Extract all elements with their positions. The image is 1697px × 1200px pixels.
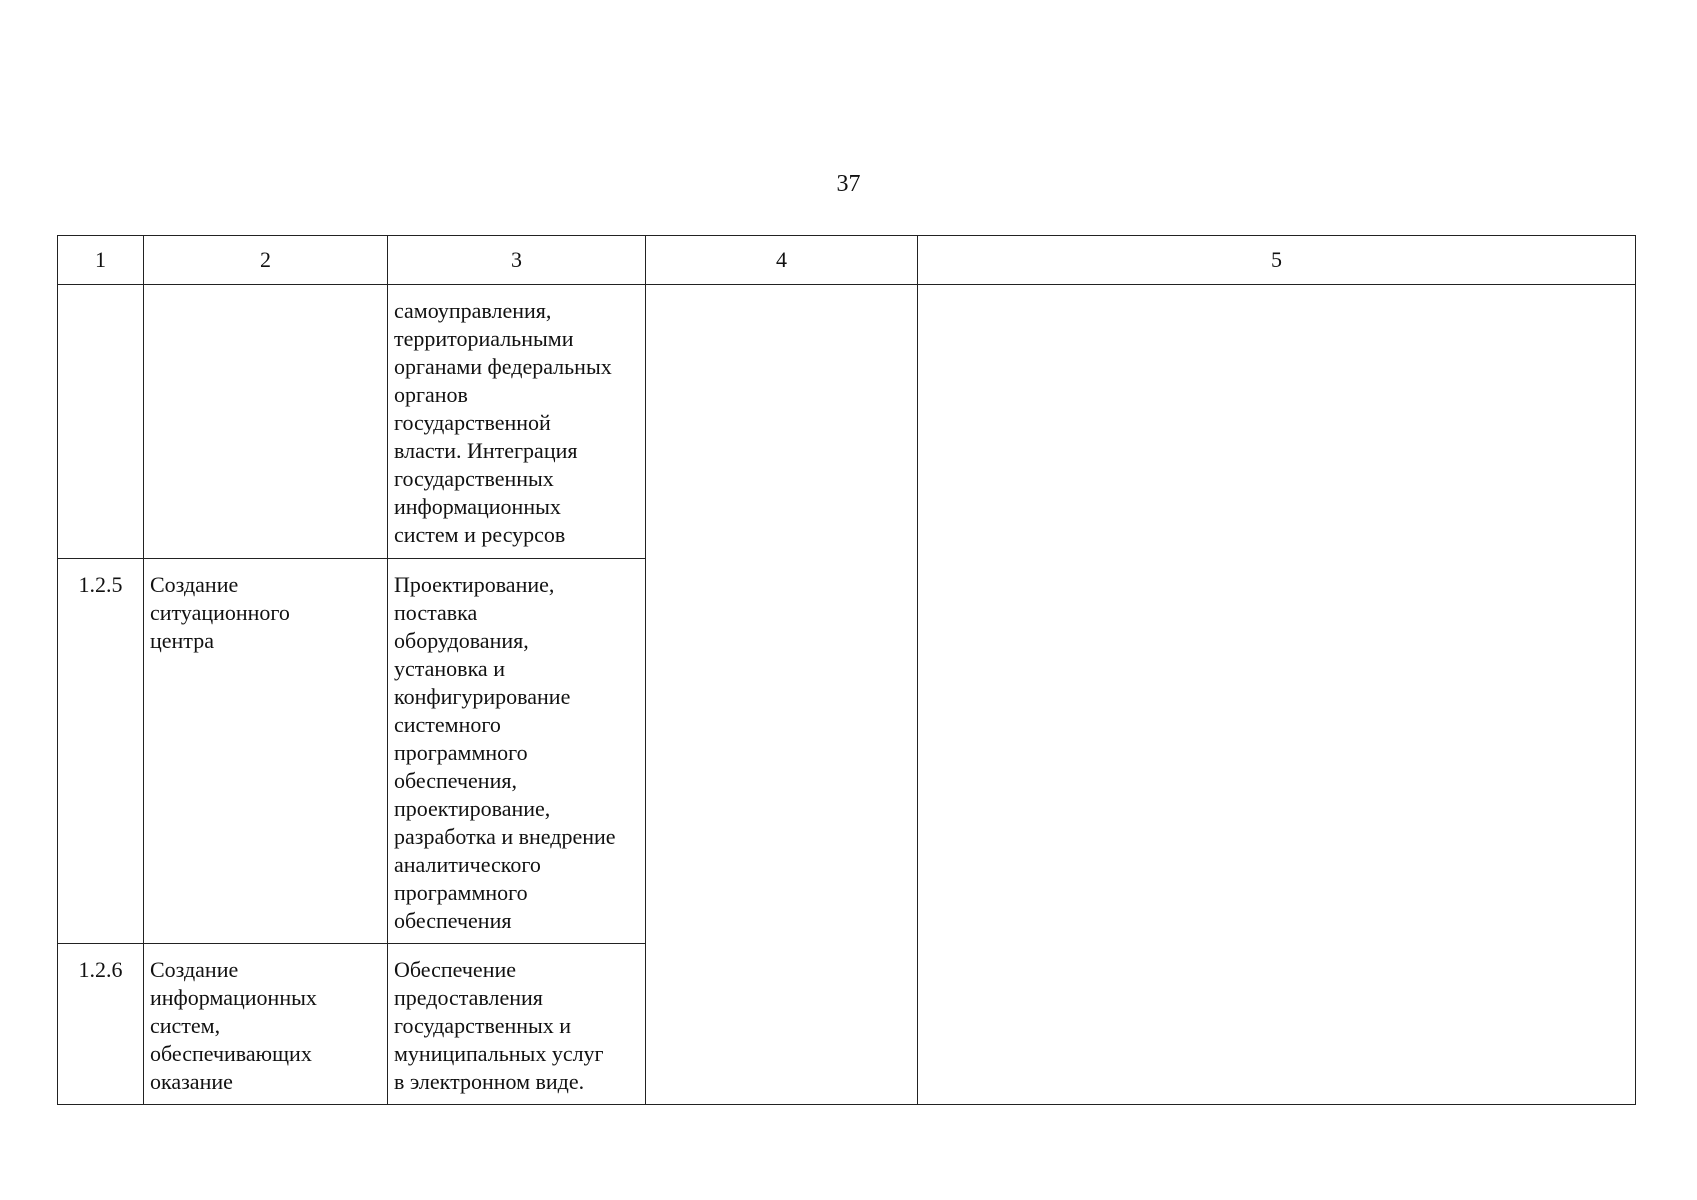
row-number-cell [58, 944, 144, 1105]
row-description: самоуправления, территориальными органами федеральных органов государственной власти. Интеграция государственных информационных систем и ресурсов [394, 298, 612, 547]
row-name-cell [144, 559, 388, 944]
row-number: 1.2.5 [78, 572, 123, 597]
row-name: Создание ситуационного центра [150, 572, 290, 653]
header-cell-2: 2 [144, 236, 388, 285]
page-number: 37 [836, 171, 861, 197]
row-description-cell [388, 944, 646, 1105]
row-name-cell [144, 944, 388, 1105]
row-description: Обеспечение предоставления государственных и муниципальных услуг в электронном виде. [394, 957, 604, 1094]
column-4-merged-cell [646, 285, 918, 1105]
row-number-cell [58, 559, 144, 944]
table-header-row [58, 236, 1636, 285]
column-4-content [646, 285, 917, 305]
table-row [58, 285, 1636, 559]
row-name [144, 285, 387, 305]
header-cell-1: 1 [58, 236, 144, 285]
header-cell-4: 4 [646, 236, 918, 285]
row-number-cell [58, 285, 144, 559]
header-cell-3: 3 [388, 236, 646, 285]
column-5-content [918, 285, 1635, 305]
document-table [57, 235, 1636, 1105]
row-number: 1.2.6 [78, 957, 123, 982]
row-number [58, 285, 143, 305]
row-name: Создание информационных систем, обеспечивающих оказание [150, 957, 317, 1094]
row-name-cell [144, 285, 388, 559]
column-5-merged-cell [918, 285, 1636, 1105]
header-cell-5: 5 [918, 236, 1636, 285]
row-description-cell [388, 285, 646, 559]
row-description-cell [388, 559, 646, 944]
row-description: Проектирование, поставка оборудования, установка и конфигурирование системного программного обеспечения, проектирование, разработка и внедрение аналитического программного обеспечения [394, 572, 616, 933]
